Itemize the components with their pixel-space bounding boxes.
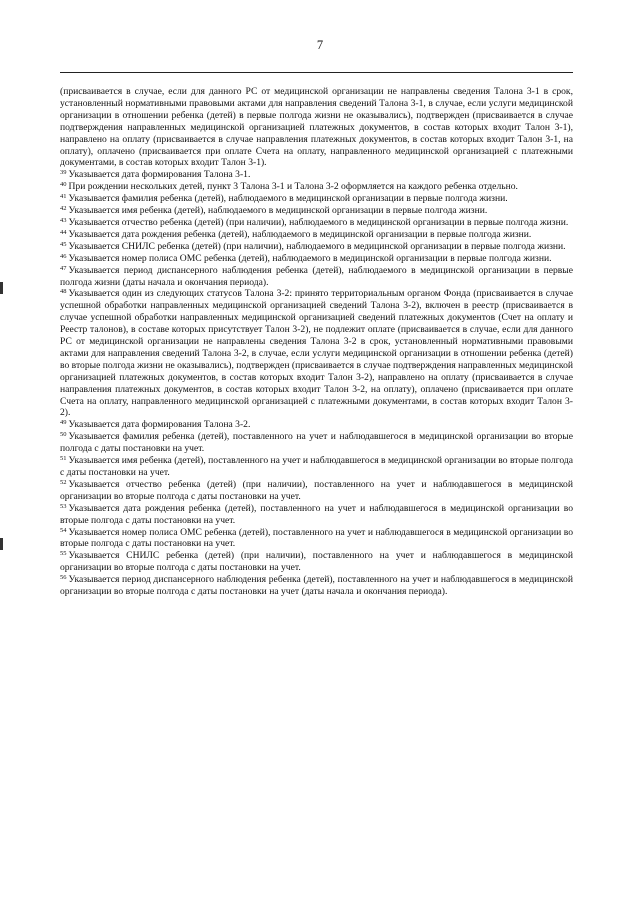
footnote-number: 43 (60, 216, 67, 224)
footnote-number: 52 (60, 478, 67, 486)
footnote-text: Указывается дата рождения ребенка (детей), наблюдаемого в медицинской организации в первые полгода жизни. (68, 228, 532, 240)
footnote-text: Указывается период диспансерного наблюдения ребенка (детей), поставленного на учет и наблюдавшегося в медицинской организации во вторые полгода с даты постановки на учет (даты начала и окончания периода). (60, 574, 573, 598)
footnote-text: Указывается период диспансерного наблюдения ребенка (детей), наблюдаемого в медицинской организации в первые полгода жизни (даты начала и окончания периода). (60, 264, 573, 288)
footnote-49 (60, 419, 573, 431)
footnote-56 (60, 574, 573, 598)
scan-edge-mark (0, 538, 3, 550)
footnote-number: 55 (60, 550, 67, 558)
footnote-text: Указывается номер полиса ОМС ребенка (детей), наблюдаемого в медицинской организации в первые полгода жизни. (68, 252, 552, 264)
footnote-list (60, 169, 573, 598)
footnote-44 (60, 229, 573, 241)
footnote-text: Указывается фамилия ребенка (детей), поставленного на учет и наблюдавшегося в медицинской организации во вторые полгода с даты постановки на учет. (60, 431, 573, 455)
footnote-number: 51 (60, 455, 67, 463)
footnote-text: Указывается отчество ребенка (детей) (при наличии), поставленного на учет и наблюдавшегося в медицинской организации во вторые полгода с даты постановки на учет. (60, 478, 573, 502)
footnote-42 (60, 205, 573, 217)
footnote-53 (60, 503, 573, 527)
footnote-number: 40 (60, 181, 67, 189)
footnote-47 (60, 265, 573, 289)
footnote-text: Указывается имя ребенка (детей), наблюдаемого в медицинской организации в первые полгода жизни. (68, 205, 488, 217)
footnote-number: 46 (60, 252, 67, 260)
footnote-text: Указывается имя ребенка (детей), поставленного на учет и наблюдавшегося в медицинской организации во вторые полгода с даты постановки на учет. (60, 455, 573, 478)
footnote-text: Указывается СНИЛС ребенка (детей) (при наличии), наблюдаемого в медицинской организации в первые полгода жизни. (68, 240, 566, 252)
footnote-text: Указывается дата формирования Талона 3-2. (68, 419, 251, 431)
footnote-54 (60, 527, 573, 551)
footnote-number: 56 (60, 574, 67, 582)
footnote-text: Указывается фамилия ребенка (детей), наблюдаемого в медицинской организации в первые полгода жизни. (68, 193, 508, 205)
footnote-text: Указывается СНИЛС ребенка (детей) (при наличии), поставленного на учет и наблюдавшегося в медицинской организации во вторые полгода с даты постановки на учет. (60, 550, 573, 574)
footnote-number: 54 (60, 526, 67, 534)
scan-edge-mark (0, 282, 3, 294)
footnote-number: 48 (60, 288, 67, 296)
footnote-number: 49 (60, 419, 67, 427)
footnotes-block (60, 86, 573, 598)
footnote-number: 47 (60, 264, 67, 272)
footnote-number: 50 (60, 431, 67, 439)
footnote-55 (60, 550, 573, 574)
footnote-46 (60, 253, 573, 265)
footnote-41 (60, 193, 573, 205)
footnote-text: При рождении нескольких детей, пункт 3 Талона 3-1 и Талона 3-2 оформляется на каждого ребенка отдельно. (68, 181, 518, 193)
footnote-text: Указывается дата формирования Талона 3-1. (68, 169, 251, 181)
footnote-text: Указывается один из следующих статусов Талона 3-2: принято территориальным органом Фонда (присваивается в случае успешной обработки направленных медицинской организацией сведений Талона 3-2), включен в реестр (присваивается в случае успешной обработки направленных медицинской организацией сведений платежных документов (Счет на оплату и Реестр талонов), в составе которых присутствует Талон 3-2), не подлежит оплате (присваивается в случае, если для данного РС от медицинской организации не направлены сведения Талона 3-2 в срок, установленный нормативными правовыми актами для направления сведений Талона 3-2, в случае, если услуги медицинской организации в отношении ребенка (детей) во вторые полгода жизни не оказывались), подтвержден (присваивается в случае подтверждения направленных медицинской организацией платежных документов, в состав которых входит Талон 3-2), направлено на оплату (присваивается в случае направления платежных документов, в состав которых входит Талон 3-2, на оплату), оплачено (присваивается при оплате Счета на оплату, направленного медицинской организацией с платежными документами, в состав которых входит Талон 3-2). (60, 288, 573, 419)
footnote-45 (60, 241, 573, 253)
footnote-39 (60, 169, 573, 181)
footnote-number: 53 (60, 502, 67, 510)
footnote-text: Указывается дата рождения ребенка (детей), поставленного на учет и наблюдавшегося в медицинской организации во вторые полгода с даты постановки на учет. (60, 502, 573, 526)
footnote-number: 41 (60, 193, 67, 201)
footnote-number: 39 (60, 169, 67, 177)
footnote-continuation: (присваивается в случае, если для данного РС от медицинской организации не направлены сведения Талона 3-1 в срок, установленный нормативными правовыми актами для направления сведений Талона 3-1, в случае, если услуги медицинской организации в отношении ребенка (детей) в первые полгода жизни не оказывались), подтвержден (присваивается в случае подтверждения направленных медицинской организацией платежных документов, в состав которых входит Талон 3-1), направлено на оплату (присваивается в случае направления платежных документов, в состав которых входит Талон 3-1, на оплату), оплачено (присваивается при оплате Счета на оплату, направленного медицинской организацией с платежными документами, в состав которых входит Талон 3-1). (60, 86, 573, 169)
footnote-separator (60, 72, 573, 73)
page-number: 7 (316, 38, 324, 52)
footnote-text: Указывается номер полиса ОМС ребенка (детей), поставленного на учет и наблюдавшегося в медицинской организации во вторые полгода с даты постановки на учет. (60, 526, 573, 550)
footnote-48 (60, 288, 573, 419)
footnote-40 (60, 181, 573, 193)
footnote-number: 45 (60, 240, 67, 248)
footnote-52 (60, 479, 573, 503)
footnote-43 (60, 217, 573, 229)
footnote-50 (60, 431, 573, 455)
footnote-number: 44 (60, 228, 67, 236)
footnote-51 (60, 455, 573, 479)
footnote-number: 42 (60, 205, 67, 213)
footnote-text: Указывается отчество ребенка (детей) (при наличии), наблюдаемого в медицинской организации в первые полгода жизни. (68, 216, 569, 228)
